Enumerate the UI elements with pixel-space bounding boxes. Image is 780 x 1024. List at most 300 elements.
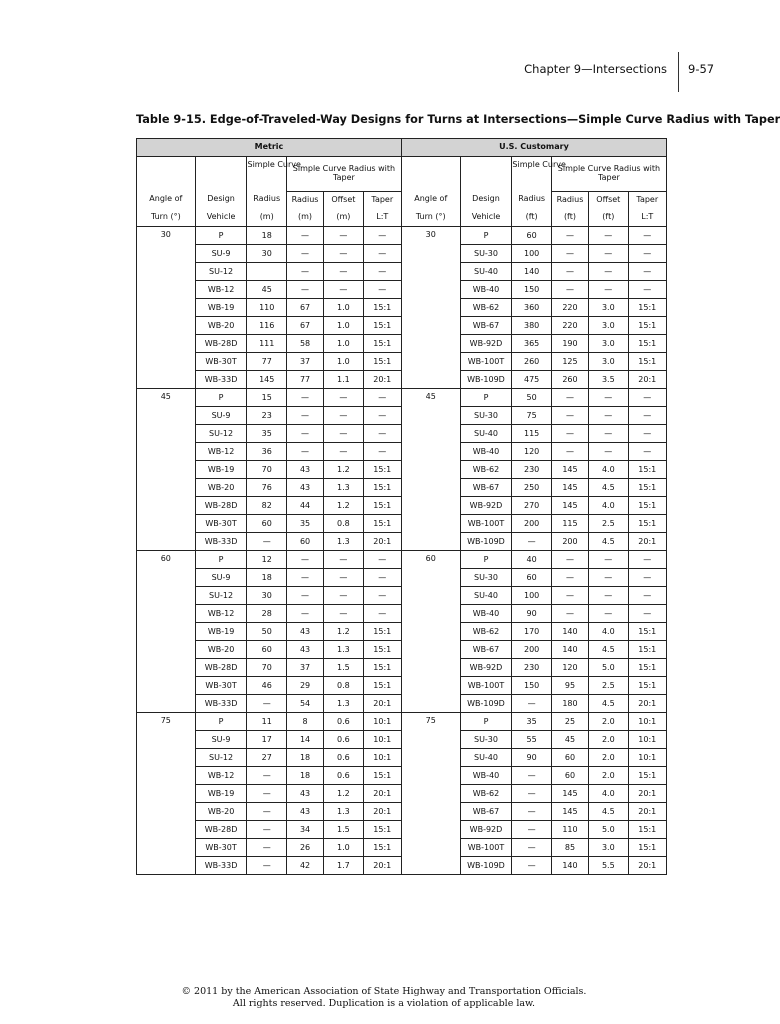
us-simple-radius-cell: — xyxy=(512,856,551,874)
us-offset-cell: 2.0 xyxy=(589,730,628,748)
metric-simple-radius-cell: — xyxy=(247,532,286,550)
us-vehicle-cell: WB-62 xyxy=(460,298,512,316)
us-taper-cell: — xyxy=(628,226,666,244)
us-simple-radius-cell: 150 xyxy=(512,280,551,298)
metric-taper-cell: 15:1 xyxy=(363,316,401,334)
us-vehicle-cell: WB-62 xyxy=(460,622,512,640)
us-angle-cell: 60 xyxy=(401,550,460,712)
us-radius-cell: 60 xyxy=(551,748,588,766)
us-taper-cell: — xyxy=(628,604,666,622)
us-vehicle-unit: Vehicle xyxy=(460,209,512,227)
us-radius-cell: 125 xyxy=(551,352,588,370)
metric-radius-cell: — xyxy=(286,568,323,586)
us-simple-radius-cell: 365 xyxy=(512,334,551,352)
us-taper-group-header: Simple Curve Radius with Taper xyxy=(551,157,666,192)
metric-vehicle-cell: SU-12 xyxy=(195,262,247,280)
us-taper-cell: 15:1 xyxy=(628,838,666,856)
us-taper-cell: 20:1 xyxy=(628,802,666,820)
us-simple-radius-cell: — xyxy=(512,694,551,712)
metric-angle-header: Angle of xyxy=(137,191,196,209)
metric-simple-radius-header: Radius xyxy=(247,191,286,209)
us-taper-cell: — xyxy=(628,550,666,568)
us-vehicle-spacer xyxy=(460,157,512,192)
metric-simple-radius-cell: 27 xyxy=(247,748,286,766)
metric-simple-radius-cell: 11 xyxy=(247,712,286,730)
metric-vehicle-cell: SU-12 xyxy=(195,424,247,442)
us-offset-cell: 3.0 xyxy=(589,316,628,334)
copyright-line: © 2011 by the American Association of State Highway and Transportation Officials. xyxy=(181,986,587,997)
metric-radius-cell: — xyxy=(286,586,323,604)
us-vehicle-cell: WB-62 xyxy=(460,460,512,478)
us-vehicle-cell: WB-100T xyxy=(460,514,512,532)
metric-offset-cell: 1.0 xyxy=(324,298,363,316)
us-offset-cell: 3.0 xyxy=(589,334,628,352)
us-offset-cell: — xyxy=(589,424,628,442)
us-vehicle-cell: SU-40 xyxy=(460,424,512,442)
us-vehicle-cell: SU-40 xyxy=(460,748,512,766)
metric-offset-cell: 1.7 xyxy=(324,856,363,874)
metric-taper-cell: 15:1 xyxy=(363,298,401,316)
metric-simple-radius-cell: 116 xyxy=(247,316,286,334)
metric-simple-radius-cell: — xyxy=(247,784,286,802)
metric-simple-radius-cell: — xyxy=(247,838,286,856)
metric-radius-cell: 43 xyxy=(286,622,323,640)
metric-taper-unit: L:T xyxy=(363,209,401,227)
us-radius-unit: (ft) xyxy=(551,209,588,227)
metric-offset-header: Offset xyxy=(324,191,363,209)
us-offset-cell: 2.5 xyxy=(589,676,628,694)
us-offset-cell: 4.5 xyxy=(589,640,628,658)
metric-taper-cell: 15:1 xyxy=(363,514,401,532)
us-offset-cell: — xyxy=(589,442,628,460)
us-radius-cell: 190 xyxy=(551,334,588,352)
metric-vehicle-cell: WB-28D xyxy=(195,820,247,838)
us-offset-header: Offset xyxy=(589,191,628,209)
us-radius-cell: 145 xyxy=(551,478,588,496)
metric-offset-cell: 0.6 xyxy=(324,748,363,766)
simple-word: Simple Curve xyxy=(247,160,301,170)
metric-taper-group-header: Simple Curve Radius with Taper xyxy=(286,157,401,192)
metric-simple-radius-cell: 35 xyxy=(247,424,286,442)
metric-offset-cell: 1.3 xyxy=(324,640,363,658)
us-vehicle-cell: WB-40 xyxy=(460,604,512,622)
us-offset-cell: 4.5 xyxy=(589,802,628,820)
us-taper-cell: 15:1 xyxy=(628,352,666,370)
page-number: 9-57 xyxy=(688,62,715,76)
metric-radius-cell: — xyxy=(286,244,323,262)
metric-offset-cell: 1.3 xyxy=(324,802,363,820)
us-simple-radius-cell: — xyxy=(512,784,551,802)
us-radius-cell: — xyxy=(551,586,588,604)
metric-simple-radius-cell: 18 xyxy=(247,568,286,586)
us-simple-radius-cell: 35 xyxy=(512,712,551,730)
metric-taper-cell: 15:1 xyxy=(363,640,401,658)
us-vehicle-cell: WB-67 xyxy=(460,802,512,820)
metric-radius-cell: — xyxy=(286,280,323,298)
metric-simple-radius-cell: 28 xyxy=(247,604,286,622)
metric-offset-cell: 0.8 xyxy=(324,676,363,694)
metric-vehicle-cell: P xyxy=(195,712,247,730)
metric-radius-cell: — xyxy=(286,550,323,568)
metric-taper-cell: 20:1 xyxy=(363,370,401,388)
metric-simple-label-a xyxy=(247,157,301,175)
table-body xyxy=(137,226,667,874)
us-simple-radius-cell: 200 xyxy=(512,514,551,532)
metric-radius-cell: — xyxy=(286,424,323,442)
metric-taper-cell: 15:1 xyxy=(363,352,401,370)
us-vehicle-cell: SU-30 xyxy=(460,568,512,586)
table-row xyxy=(137,226,667,244)
us-offset-cell: — xyxy=(589,550,628,568)
us-simple-radius-cell: 120 xyxy=(512,442,551,460)
metric-offset-cell: — xyxy=(324,226,363,244)
us-taper-cell: 10:1 xyxy=(628,712,666,730)
metric-simple-radius-cell: 60 xyxy=(247,514,286,532)
metric-radius-cell: 18 xyxy=(286,766,323,784)
metric-taper-cell: 15:1 xyxy=(363,820,401,838)
us-taper-cell: 15:1 xyxy=(628,640,666,658)
copyright-footer xyxy=(0,986,768,1010)
metric-vehicle-cell: WB-30T xyxy=(195,514,247,532)
metric-taper-cell: 15:1 xyxy=(363,478,401,496)
us-vehicle-cell: SU-40 xyxy=(460,262,512,280)
us-vehicle-cell: P xyxy=(460,226,512,244)
metric-taper-cell: — xyxy=(363,604,401,622)
metric-offset-cell: — xyxy=(324,442,363,460)
us-offset-cell: — xyxy=(589,586,628,604)
us-simple-spacer xyxy=(512,174,551,191)
metric-simple-radius-cell: — xyxy=(247,856,286,874)
metric-vehicle-cell: WB-30T xyxy=(195,676,247,694)
metric-offset-cell: — xyxy=(324,262,363,280)
metric-simple-radius-cell: 17 xyxy=(247,730,286,748)
metric-simple-radius-cell: 30 xyxy=(247,244,286,262)
us-simple-radius-cell: 170 xyxy=(512,622,551,640)
us-vehicle-cell: WB-40 xyxy=(460,280,512,298)
metric-vehicle-cell: WB-30T xyxy=(195,352,247,370)
us-simple-radius-cell: 115 xyxy=(512,424,551,442)
us-taper-cell: 20:1 xyxy=(628,370,666,388)
us-taper-unit: L:T xyxy=(628,209,666,227)
us-vehicle-cell: SU-40 xyxy=(460,586,512,604)
metric-offset-cell: 1.2 xyxy=(324,622,363,640)
metric-offset-cell: 0.8 xyxy=(324,514,363,532)
us-turn-unit: Turn (°) xyxy=(401,209,460,227)
us-offset-cell: 2.0 xyxy=(589,748,628,766)
metric-radius-cell: 67 xyxy=(286,316,323,334)
metric-angle-spacer xyxy=(137,157,196,192)
metric-radius-cell: 37 xyxy=(286,352,323,370)
us-taper-cell: 20:1 xyxy=(628,784,666,802)
metric-taper-cell: — xyxy=(363,550,401,568)
us-simple-radius-cell: 75 xyxy=(512,406,551,424)
metric-radius-cell: 43 xyxy=(286,478,323,496)
metric-taper-cell: — xyxy=(363,226,401,244)
metric-radius-cell: — xyxy=(286,406,323,424)
us-radius-cell: 60 xyxy=(551,766,588,784)
metric-offset-cell: 1.0 xyxy=(324,316,363,334)
metric-taper-header: Taper xyxy=(363,191,401,209)
metric-vehicle-cell: WB-28D xyxy=(195,658,247,676)
us-radius-cell: 260 xyxy=(551,370,588,388)
us-simple-radius-cell: 360 xyxy=(512,298,551,316)
metric-vehicle-cell: SU-9 xyxy=(195,730,247,748)
us-simple-radius-cell: — xyxy=(512,532,551,550)
us-offset-cell: 2.0 xyxy=(589,766,628,784)
us-simple-radius-cell: — xyxy=(512,838,551,856)
metric-radius-cell: 42 xyxy=(286,856,323,874)
metric-offset-cell: — xyxy=(324,244,363,262)
metric-taper-cell: 15:1 xyxy=(363,838,401,856)
us-radius-cell: 180 xyxy=(551,694,588,712)
us-vehicle-cell: P xyxy=(460,550,512,568)
us-offset-cell: — xyxy=(589,604,628,622)
us-radius-cell: 140 xyxy=(551,640,588,658)
metric-taper-cell: — xyxy=(363,280,401,298)
metric-simple-radius-cell: 110 xyxy=(247,298,286,316)
header-divider xyxy=(678,52,679,92)
us-radius-cell: 120 xyxy=(551,658,588,676)
metric-simple-radius-cell xyxy=(247,262,286,280)
us-radius-cell: — xyxy=(551,388,588,406)
metric-vehicle-cell: WB-28D xyxy=(195,334,247,352)
us-radius-cell: — xyxy=(551,604,588,622)
metric-taper-cell: 20:1 xyxy=(363,802,401,820)
chapter-header: Chapter 9—Intersections xyxy=(524,62,667,76)
us-taper-cell: 15:1 xyxy=(628,496,666,514)
metric-offset-cell: — xyxy=(324,604,363,622)
us-taper-cell: 15:1 xyxy=(628,316,666,334)
us-offset-cell: 4.0 xyxy=(589,622,628,640)
us-taper-cell: 15:1 xyxy=(628,298,666,316)
metric-vehicle-cell: WB-12 xyxy=(195,442,247,460)
us-offset-cell: 2.5 xyxy=(589,514,628,532)
turn-design-table xyxy=(136,138,667,875)
us-vehicle-cell: WB-109D xyxy=(460,694,512,712)
metric-radius-header: Radius xyxy=(286,191,323,209)
metric-simple-radius-cell: — xyxy=(247,766,286,784)
us-radius-header: Radius xyxy=(551,191,588,209)
metric-offset-cell: 1.0 xyxy=(324,334,363,352)
us-taper-cell: 15:1 xyxy=(628,766,666,784)
us-radius-cell: — xyxy=(551,406,588,424)
metric-taper-cell: — xyxy=(363,406,401,424)
us-simple-radius-cell: 40 xyxy=(512,550,551,568)
metric-radius-cell: — xyxy=(286,442,323,460)
metric-offset-cell: 1.5 xyxy=(324,820,363,838)
metric-vehicle-unit: Vehicle xyxy=(195,209,247,227)
us-radius-cell: 145 xyxy=(551,496,588,514)
us-simple-radius-cell: 100 xyxy=(512,244,551,262)
metric-vehicle-cell: WB-12 xyxy=(195,604,247,622)
metric-radius-cell: — xyxy=(286,226,323,244)
us-offset-cell: 4.0 xyxy=(589,784,628,802)
us-vehicle-cell: WB-67 xyxy=(460,478,512,496)
table-row xyxy=(137,550,667,568)
us-radius-cell: 140 xyxy=(551,856,588,874)
us-taper-cell: — xyxy=(628,586,666,604)
us-vehicle-cell: P xyxy=(460,388,512,406)
metric-radius-cell: 44 xyxy=(286,496,323,514)
us-simple-radius-cell: 270 xyxy=(512,496,551,514)
metric-offset-cell: 1.3 xyxy=(324,694,363,712)
us-radius-cell: — xyxy=(551,550,588,568)
us-taper-cell: 20:1 xyxy=(628,532,666,550)
us-angle-cell: 45 xyxy=(401,388,460,550)
metric-taper-cell: 20:1 xyxy=(363,856,401,874)
us-vehicle-cell: SU-30 xyxy=(460,730,512,748)
us-offset-cell: 5.0 xyxy=(589,658,628,676)
metric-offset-cell: — xyxy=(324,280,363,298)
us-offset-cell: 4.5 xyxy=(589,694,628,712)
us-vehicle-cell: WB-92D xyxy=(460,496,512,514)
metric-taper-cell: 15:1 xyxy=(363,496,401,514)
us-offset-cell: 4.0 xyxy=(589,460,628,478)
us-simple-radius-cell: 140 xyxy=(512,262,551,280)
metric-simple-radius-cell: 30 xyxy=(247,586,286,604)
us-taper-cell: — xyxy=(628,388,666,406)
metric-radius-cell: 26 xyxy=(286,838,323,856)
us-vehicle-cell: WB-67 xyxy=(460,316,512,334)
metric-simple-radius-cell: 46 xyxy=(247,676,286,694)
us-offset-cell: 3.0 xyxy=(589,352,628,370)
metric-taper-cell: 15:1 xyxy=(363,334,401,352)
us-simple-radius-cell: 90 xyxy=(512,604,551,622)
us-simple-radius-cell: 55 xyxy=(512,730,551,748)
us-simple-radius-cell: 380 xyxy=(512,316,551,334)
metric-angle-cell: 75 xyxy=(137,712,196,874)
metric-radius-cell: 60 xyxy=(286,532,323,550)
us-radius-cell: 145 xyxy=(551,802,588,820)
metric-radius-cell: 14 xyxy=(286,730,323,748)
metric-offset-cell: — xyxy=(324,424,363,442)
metric-radius-cell: 37 xyxy=(286,658,323,676)
metric-angle-cell: 60 xyxy=(137,550,196,712)
us-vehicle-cell: P xyxy=(460,712,512,730)
us-radius-cell: 110 xyxy=(551,820,588,838)
us-radius-cell: 220 xyxy=(551,298,588,316)
metric-vehicle-cell: WB-33D xyxy=(195,694,247,712)
metric-taper-cell: 20:1 xyxy=(363,532,401,550)
metric-simple-radius-cell: 70 xyxy=(247,460,286,478)
us-offset-cell: — xyxy=(589,262,628,280)
metric-radius-cell: 77 xyxy=(286,370,323,388)
us-taper-cell: 15:1 xyxy=(628,478,666,496)
metric-offset-unit: (m) xyxy=(324,209,363,227)
metric-vehicle-cell: WB-28D xyxy=(195,496,247,514)
metric-offset-cell: 0.6 xyxy=(324,712,363,730)
metric-taper-cell: — xyxy=(363,568,401,586)
metric-simple-radius-cell: 82 xyxy=(247,496,286,514)
us-radius-cell: 145 xyxy=(551,460,588,478)
metric-taper-cell: — xyxy=(363,424,401,442)
us-taper-cell: 15:1 xyxy=(628,334,666,352)
metric-simple-radius-cell: 15 xyxy=(247,388,286,406)
metric-simple-radius-cell: 77 xyxy=(247,352,286,370)
us-taper-cell: — xyxy=(628,244,666,262)
metric-angle-cell: 45 xyxy=(137,388,196,550)
us-simple-radius-cell: 90 xyxy=(512,748,551,766)
us-radius-cell: 25 xyxy=(551,712,588,730)
metric-simple-radius-cell: 145 xyxy=(247,370,286,388)
metric-offset-cell: 1.3 xyxy=(324,478,363,496)
us-taper-cell: — xyxy=(628,262,666,280)
us-taper-cell: 15:1 xyxy=(628,460,666,478)
us-angle-cell: 75 xyxy=(401,712,460,874)
us-customary-header: U.S. Customary xyxy=(401,139,666,157)
metric-taper-cell: 10:1 xyxy=(363,712,401,730)
metric-simple-radius-cell: — xyxy=(247,802,286,820)
us-vehicle-cell: WB-40 xyxy=(460,442,512,460)
us-vehicle-cell: SU-30 xyxy=(460,244,512,262)
us-offset-cell: 3.0 xyxy=(589,298,628,316)
metric-vehicle-cell: SU-9 xyxy=(195,244,247,262)
metric-vehicle-cell: WB-33D xyxy=(195,856,247,874)
metric-vehicle-cell: WB-19 xyxy=(195,460,247,478)
metric-angle-cell: 30 xyxy=(137,226,196,388)
metric-vehicle-cell: WB-19 xyxy=(195,298,247,316)
metric-offset-cell: 0.6 xyxy=(324,730,363,748)
metric-turn-unit: Turn (°) xyxy=(137,209,196,227)
metric-offset-cell: 1.0 xyxy=(324,838,363,856)
us-radius-cell: — xyxy=(551,226,588,244)
us-offset-cell: 5.0 xyxy=(589,820,628,838)
metric-design-header: Design xyxy=(195,191,247,209)
metric-vehicle-cell: P xyxy=(195,226,247,244)
metric-simple-spacer xyxy=(247,174,286,191)
metric-simple-radius-cell: 50 xyxy=(247,622,286,640)
us-vehicle-cell: WB-67 xyxy=(460,640,512,658)
metric-vehicle-cell: P xyxy=(195,550,247,568)
metric-simple-radius-cell: 23 xyxy=(247,406,286,424)
us-angle-cell: 30 xyxy=(401,226,460,388)
us-simple-radius-cell: 60 xyxy=(512,568,551,586)
metric-vehicle-cell: SU-9 xyxy=(195,406,247,424)
us-simple-unit: (ft) xyxy=(512,209,551,227)
us-radius-cell: 115 xyxy=(551,514,588,532)
us-radius-cell: — xyxy=(551,262,588,280)
us-vehicle-cell: WB-100T xyxy=(460,676,512,694)
metric-radius-cell: — xyxy=(286,262,323,280)
us-vehicle-cell: WB-109D xyxy=(460,370,512,388)
metric-header: Metric xyxy=(137,139,402,157)
us-offset-cell: 2.0 xyxy=(589,712,628,730)
metric-radius-cell: — xyxy=(286,604,323,622)
us-simple-radius-cell: 250 xyxy=(512,478,551,496)
us-simple-radius-cell: — xyxy=(512,802,551,820)
us-vehicle-cell: WB-92D xyxy=(460,658,512,676)
us-simple-radius-cell: 150 xyxy=(512,676,551,694)
metric-offset-cell: 1.2 xyxy=(324,784,363,802)
metric-offset-cell: — xyxy=(324,406,363,424)
metric-vehicle-cell: SU-12 xyxy=(195,586,247,604)
metric-taper-cell: 10:1 xyxy=(363,730,401,748)
metric-offset-cell: — xyxy=(324,586,363,604)
metric-vehicle-cell: WB-19 xyxy=(195,622,247,640)
table-title: Table 9-15. Edge-of-Traveled-Way Designs for Turns at Intersections—Simple Curve Radius with Taper xyxy=(136,113,780,126)
metric-vehicle-cell: SU-12 xyxy=(195,748,247,766)
us-simple-label-a xyxy=(512,157,566,175)
us-radius-cell: 140 xyxy=(551,622,588,640)
us-offset-cell: 4.5 xyxy=(589,478,628,496)
metric-taper-cell: — xyxy=(363,244,401,262)
metric-simple-radius-cell: 18 xyxy=(247,226,286,244)
us-offset-cell: — xyxy=(589,568,628,586)
metric-radius-cell: 58 xyxy=(286,334,323,352)
us-angle-spacer xyxy=(401,157,460,192)
metric-taper-cell: 15:1 xyxy=(363,658,401,676)
metric-taper-cell: — xyxy=(363,586,401,604)
